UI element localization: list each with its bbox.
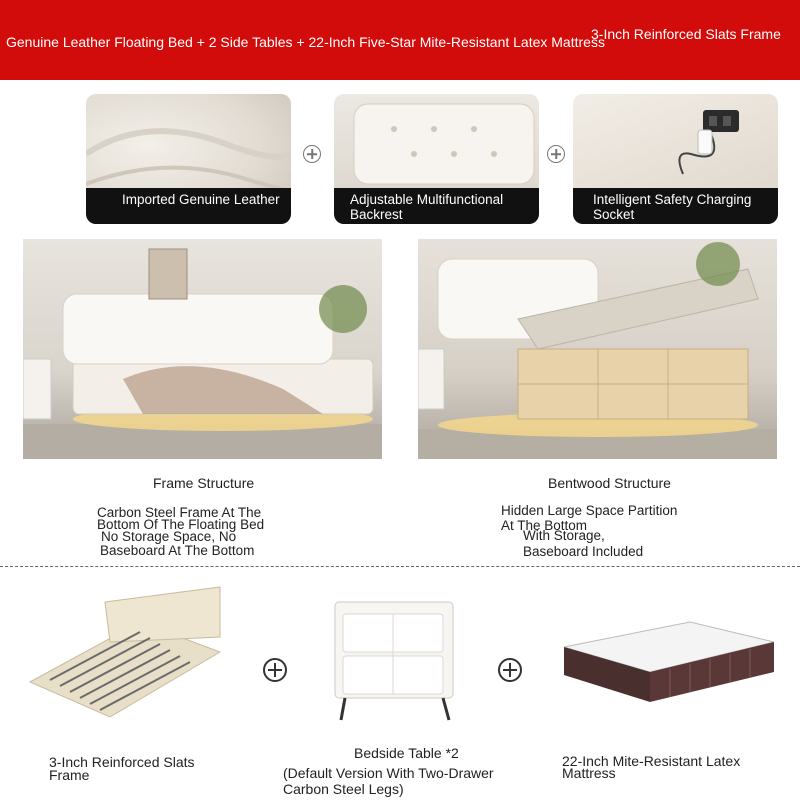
feature-backrest [334,94,539,224]
frame-structure-title: Frame Structure [153,475,255,491]
header-banner [0,0,800,80]
mattress-photo [560,617,776,707]
slats-label-2: Frame [49,767,90,783]
plus-icon [547,145,565,163]
bentwood-structure-desc-1: Hidden Large Space Partition [501,503,678,518]
frame-structure-desc-4: Baseboard At The Bottom [100,543,255,558]
slats-frame-image [20,582,228,732]
feature-charging [573,94,778,224]
plus-icon [498,658,522,682]
mattress-label-1: 22-Inch Mite-Resistant Latex [562,753,741,769]
bentwood-structure-desc-3: With Storage, [523,528,605,543]
slats-frame-photo [20,582,228,732]
plus-icon [263,658,287,682]
bentwood-structure-desc-4: Baseboard Included [523,544,644,559]
feature-label: Intelligent Safety Charging Socket [593,192,752,222]
frame-structure-desc-1: Carbon Steel Frame At The [97,505,262,520]
floating-bed-photo [23,239,382,459]
feature-label: Imported Genuine Leather [122,192,280,207]
bentwood-structure-title: Bentwood Structure [548,475,671,491]
frame-structure-desc-3: No Storage Space, No [101,529,237,544]
product-title-secondary: 3-Inch Reinforced Slats Frame [591,26,781,42]
floating-bed-illustration [23,239,382,459]
storage-bed-photo [418,239,777,459]
bedside-table-photo [333,600,456,722]
bentwood-structure-desc-2: At The Bottom [501,518,588,533]
mattress-label-2: Mattress [562,765,616,781]
slats-label-1: 3-Inch Reinforced Slats [49,754,195,770]
frame-structure-desc-2: Bottom Of The Floating Bed [97,517,265,532]
mattress-image [560,617,776,707]
feature-label: Adjustable Multifunctional Backrest [350,192,504,222]
product-title: Genuine Leather Floating Bed + 2 Side Tables + 22-Inch Five-Star Mite-Resistant Latex Mattress [6,34,605,50]
feature-leather [86,94,291,224]
section-divider [0,566,800,567]
bedside-label-1: Bedside Table *2 [354,745,459,761]
storage-bed-illustration [418,239,777,459]
plus-icon [303,145,321,163]
bedside-label-2: (Default Version With Two-Drawer [283,765,494,781]
bedside-label-3: Carbon Steel Legs) [283,781,404,797]
bedside-table-image [333,600,456,722]
